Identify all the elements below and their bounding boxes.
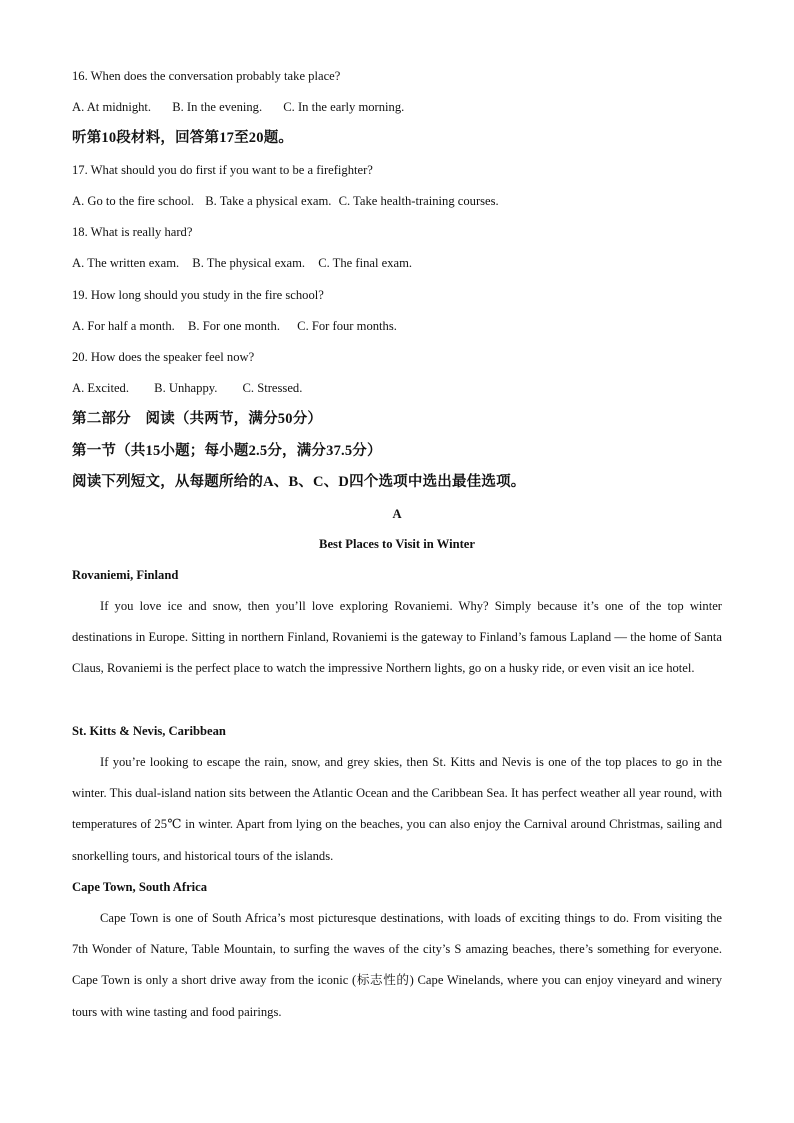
section-heading-cape-town: Cape Town, South Africa (72, 880, 208, 894)
q20-option-c: C. Stressed. (242, 381, 303, 395)
q18-option-c: C. The final exam. (318, 256, 413, 270)
q20-option-a: A. Excited. (72, 381, 130, 395)
q19-option-a: A. For half a month. (72, 319, 175, 333)
section1-title: 第一节（共15小题；每小题2.5分，满分37.5分） (72, 443, 382, 459)
section-text-cape-town: Cape Town is one of South Africa’s most picturesque destinations, with loads of exciting things to do. From visiting the 7th Wonder of Nature, Table Mountain, to surfing the waves of the city’s S amazing beaches, there’s something for everyone. Cape Town is only a short drive away from the iconic (标志性的) Cape Winelands, where you can enjoy vineyard and winery tours with wine tasting and food pairings. (72, 911, 722, 1019)
q20-options (72, 380, 722, 396)
reading-instruction: 阅读下列短文，从每题所给的A、B、C、D四个选项中选出最佳选项。 (72, 474, 526, 490)
q16-option-b: B. In the evening. (172, 100, 263, 114)
section-heading-rovaniemi: Rovaniemi, Finland (72, 568, 179, 582)
q17-question: 17. What should you do first if you want to be a firefighter? (72, 163, 373, 177)
q18-options (72, 255, 722, 271)
q19-option-c: C. For four months. (297, 319, 397, 333)
section-text-rovaniemi: If you love ice and snow, then you’ll love exploring Rovaniemi. Why? Simply because it’s one of the top winter destinations in Europe. Sitting in northern Finland, Rovaniemi is the gateway to Finland’s famous Lapland — the home of Santa Claus, Rovaniemi is the perfect place to watch the impressive Northern lights, go on a husky ride, or even visit an ice hotel. (72, 599, 722, 676)
section-text-st-kitts: If you’re looking to escape the rain, snow, and grey skies, then St. Kitts and Nevis is one of the top places to go in the winter. This dual-island nation sits between the Atlantic Ocean and the Caribbean Sea. It has perfect weather all year round, with temperatures of 25℃ in winter. Apart from lying on the beaches, you can also enjoy the Carnival around Christmas, sailing and snorkelling tours, and historical tours of the islands. (72, 755, 722, 863)
q19-option-b: B. For one month. (188, 319, 281, 333)
q16-options (72, 99, 722, 115)
section10-instruction: 听第10段材料，回答第17至20题。 (72, 130, 294, 146)
q17-option-a: A. Go to the fire school. (72, 194, 195, 208)
q16-question: 16. When does the conversation probably take place? (72, 69, 341, 83)
q16-option-a: A. At midnight. (72, 100, 152, 114)
part2-title: 第二部分 阅读（共两节，满分50分） (72, 411, 323, 427)
q17-option-b: B. Take a physical exam. (205, 194, 332, 208)
passage-title: Best Places to Visit in Winter (319, 537, 475, 551)
q18-option-b: B. The physical exam. (192, 256, 306, 270)
q19-question: 19. How long should you study in the fire school? (72, 288, 324, 302)
q19-options (72, 318, 722, 334)
q17-options (72, 193, 722, 209)
section-heading-st-kitts: St. Kitts & Nevis, Caribbean (72, 724, 226, 738)
q17-option-c: C. Take health-training courses. (338, 194, 499, 208)
q20-question: 20. How does the speaker feel now? (72, 350, 255, 364)
passage-letter: A (392, 507, 402, 521)
q20-option-b: B. Unhappy. (154, 381, 218, 395)
q16-option-c: C. In the early morning. (283, 100, 405, 114)
q18-question: 18. What is really hard? (72, 225, 193, 239)
q18-option-a: A. The written exam. (72, 256, 180, 270)
